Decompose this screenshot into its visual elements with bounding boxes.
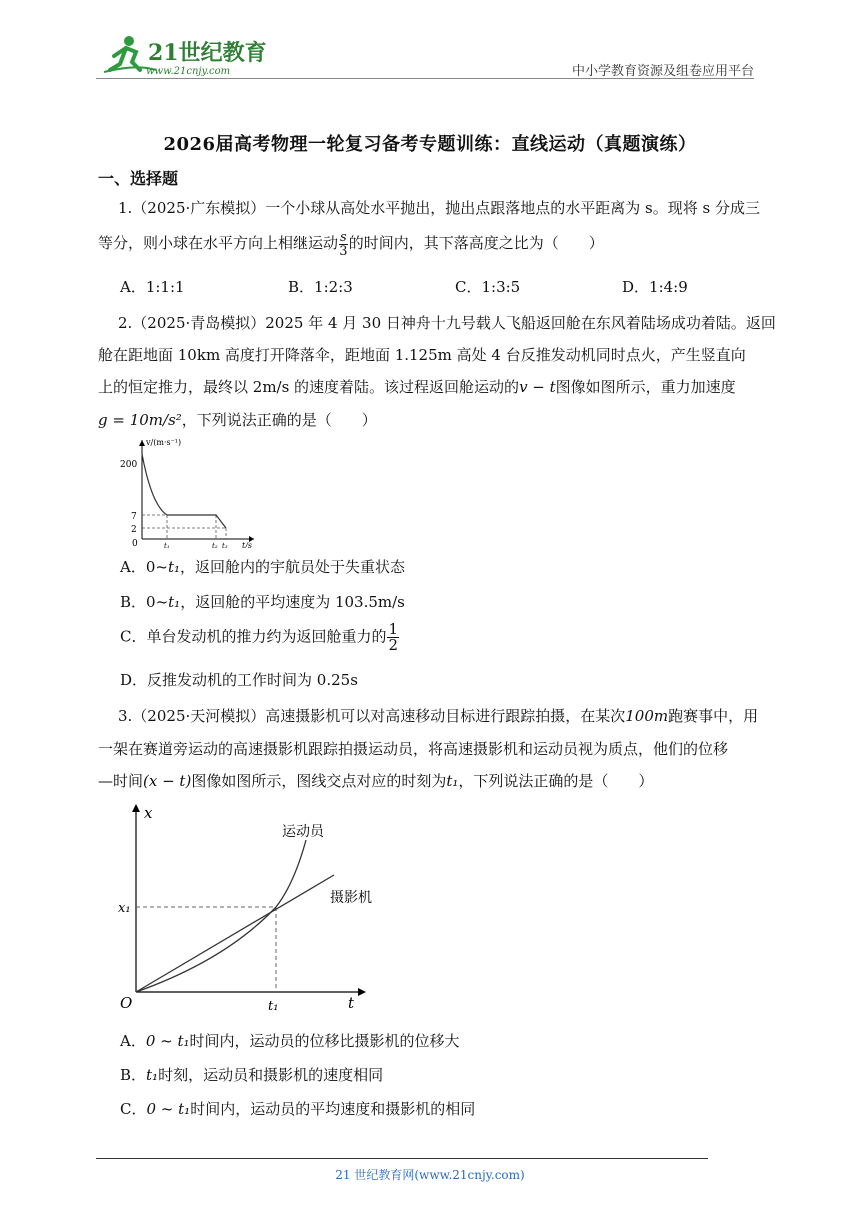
q3-x-arrow-icon (358, 988, 366, 996)
q3-xt-math: (x − t) (143, 772, 192, 790)
q2-xtick-t2: t₂ (212, 542, 218, 548)
q2-line2: 舱在距地面 10km 高度打开降落伞，距地面 1.125m 高处 4 台反推发动机同时点火，产生竖直向 (98, 346, 746, 364)
q1-line2 (98, 228, 604, 258)
header-right-text: 中小学教育资源及组卷应用平台 (571, 64, 754, 79)
q2-optA-post: ，返回舱内的宇航员处于失重状态 (180, 558, 406, 576)
q3-line1b: 跑赛事中，用 (668, 707, 759, 725)
q1-text-b1: 等分，则小球在水平方向上相继运动 (98, 234, 339, 252)
page-title: 2026届高考物理一轮复习备考专题训练：直线运动（真题演练） (163, 134, 697, 155)
q3-origin-label: O (120, 994, 133, 1012)
q3-athlete-label: 运动员 (282, 824, 324, 840)
q1-text-b2: 的时间内，其下落高度之比为（ ） (348, 234, 604, 252)
q2-line3a: 上的恒定推力，最终以 2m/s 的速度着陆。该过程返回舱运动的 (98, 378, 520, 396)
q2-vt-math: v − t (519, 378, 556, 396)
q3-camera-line (136, 875, 334, 992)
logo-text: 21世纪教育 (148, 40, 266, 66)
q3-t1-label: t₁ (268, 999, 279, 1014)
q3-optA-math: 0 ~ t₁ (145, 1032, 190, 1050)
q2-option-b (120, 591, 405, 612)
q3-x-label: t (348, 994, 355, 1012)
q3-optC-pre: C． (120, 1100, 147, 1118)
logo-url: www.21cnjy.com (146, 66, 231, 77)
q2-vt-graph (112, 436, 262, 552)
q1-frac-num: s (340, 229, 347, 245)
q2-optA-pre: A．0~ (120, 558, 168, 576)
section-heading: 一、选择题 (98, 169, 179, 188)
q3-optB-math: t₁ (146, 1066, 159, 1084)
q3-line3 (98, 766, 653, 796)
q2-optC-den: 2 (388, 636, 399, 654)
q3-line2: 一架在赛道旁运动的高速摄影机跟踪拍摄运动员，将高速摄影机和运动员视为质点，他们的位移 (98, 740, 729, 758)
q1-line1: 1.（2025·广东模拟）一个小球从高处水平抛出，抛出点跟落地点的水平距离为 s。现将 s 分成三 (118, 199, 760, 217)
q2-optA-math: t₁ (167, 558, 180, 576)
q2-optC-fraction (387, 622, 399, 653)
q3-t1-math: t₁ (446, 772, 459, 790)
q3-optB-post: 时刻，运动员和摄影机的速度相同 (158, 1066, 384, 1084)
q2-y-arrow-icon (139, 440, 145, 446)
header-divider (96, 78, 754, 79)
q3-option-c (120, 1098, 475, 1119)
q2-optC-pre: C．单台发动机的推力约为返回舱重力的 (120, 627, 387, 646)
logo (96, 34, 266, 78)
q1-fraction (339, 231, 348, 258)
footer-divider (96, 1158, 708, 1159)
q3-optC-math: 0 ~ t₁ (146, 1100, 191, 1118)
q1-option-a: A．1:1:1 (120, 278, 185, 296)
q2-line3 (98, 372, 736, 402)
q3-camera-label: 摄影机 (330, 890, 372, 906)
q2-vt-curve (142, 454, 226, 528)
q1-option-c: C．1:3:5 (455, 278, 521, 296)
q3-option-b (120, 1064, 383, 1085)
q2-ytick-2: 2 (131, 525, 137, 535)
q2-line4b: ，下列说法正确的是（ ） (181, 411, 377, 429)
q2-optB-post: ，返回舱的平均速度为 103.5m/s (180, 593, 405, 611)
q3-optA-post: 时间内，运动员的位移比摄影机的位移大 (189, 1032, 460, 1050)
q2-line4 (98, 405, 377, 435)
q3-athlete-curve (136, 840, 306, 992)
q1-option-b: B．1:2:3 (288, 278, 353, 296)
q1-frac-den: 3 (339, 243, 348, 259)
runner-logo-icon (96, 34, 266, 78)
q3-optA-pre: A． (120, 1032, 146, 1050)
q3-xt-graph (116, 800, 376, 1018)
q2-optC-num: 1 (388, 620, 399, 638)
q2-g-math: g = 10m/s² (98, 411, 182, 429)
q2-y-label: v/(m·s⁻¹) (146, 438, 182, 447)
q1-option-d: D．1:4:9 (622, 278, 688, 296)
q2-ytick-200: 200 (120, 460, 138, 470)
q2-option-d: D．反推发动机的工作时间为 0.25s (120, 671, 358, 689)
q2-ytick-0: 0 (132, 539, 138, 548)
q3-100m-math: 100m (625, 707, 669, 725)
q3-line3a: —时间 (98, 772, 144, 790)
q3-optB-pre: B． (120, 1066, 147, 1084)
q2-optB-math: t₁ (168, 593, 181, 611)
q3-y-arrow-icon (132, 804, 140, 812)
q2-xtick-t3: t₃ (222, 542, 228, 548)
footer-text[interactable]: 21 世纪教育网(www.21cnjy.com) (335, 1168, 525, 1182)
q3-option-a (120, 1030, 460, 1051)
q2-line3b: 图像如图所示，重力加速度 (555, 378, 736, 396)
q2-optB-pre: B．0~ (120, 593, 169, 611)
q2-option-c (120, 622, 400, 653)
q3-optC-post: 时间内，运动员的平均速度和摄影机的相同 (190, 1100, 476, 1118)
q2-x-label: t/s (242, 541, 253, 548)
q3-line3b: 图像如图所示，图线交点对应的时刻为 (191, 772, 447, 790)
q2-line1: 2.（2025·青岛模拟）2025 年 4 月 30 日神舟十九号载人飞船返回舱在东风着陆场成功着陆。返回 (118, 314, 776, 332)
q2-option-a (120, 556, 405, 577)
q3-x1-label: x₁ (118, 901, 131, 916)
q3-line1a: 3.（2025·天河模拟）高速摄影机可以对高速移动目标进行跟踪拍摄，在某次 (118, 707, 626, 725)
q3-line3c: ，下列说法正确的是（ ） (458, 772, 654, 790)
q3-y-label: x (144, 804, 153, 822)
q2-ytick-7: 7 (131, 512, 137, 522)
q2-xtick-t1: t₁ (164, 542, 170, 548)
q3-line1 (118, 701, 758, 731)
